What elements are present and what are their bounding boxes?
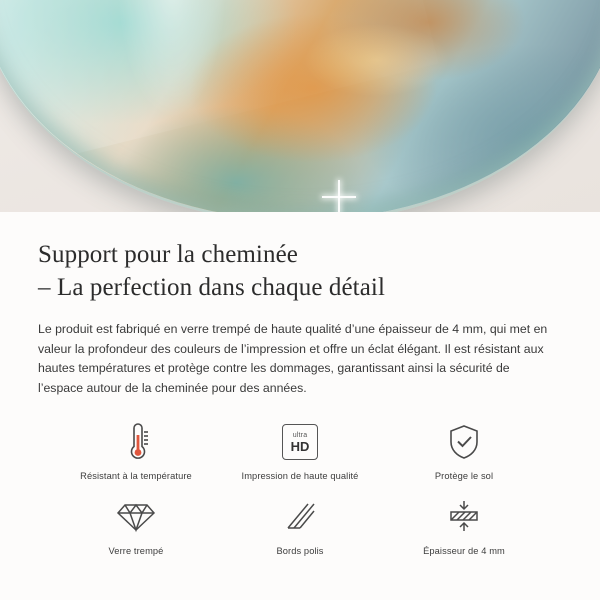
feature-item-polished-edges	[218, 495, 382, 556]
shield-check-icon	[446, 420, 482, 464]
feature-label: Verre trempé	[108, 546, 164, 556]
feature-item-print-quality	[218, 420, 382, 481]
polished-edges-icon	[281, 495, 319, 539]
feature-label: Résistant à la température	[80, 471, 192, 481]
page-title	[38, 238, 562, 304]
feature-item-temperature	[54, 420, 218, 481]
thermometer-icon	[119, 420, 153, 464]
ultra-hd-badge-top: ultra	[292, 431, 308, 439]
feature-label: Impression de haute qualité	[241, 471, 359, 481]
feature-item-thickness	[382, 495, 546, 556]
content-block	[0, 212, 600, 556]
headline-line-1: Support pour la cheminée	[38, 241, 298, 268]
feature-item-tempered-glass	[54, 495, 218, 556]
ultra-hd-badge-bottom: HD	[290, 438, 310, 454]
feature-label: Protège le sol	[434, 471, 494, 481]
diamond-icon	[116, 495, 156, 539]
ultra-hd-icon	[282, 420, 318, 464]
glass-plate-product-image	[0, 0, 600, 212]
thickness-arrows-icon	[443, 495, 485, 539]
feature-item-floor-protection	[382, 420, 546, 481]
plate-artwork	[0, 0, 600, 212]
feature-label: Bords polis	[276, 546, 324, 556]
hero-image	[0, 0, 600, 212]
feature-grid	[38, 420, 562, 556]
feature-label: Épaisseur de 4 mm	[423, 546, 505, 556]
headline-line-2: – La perfection dans chaque détail	[38, 274, 385, 301]
description-paragraph: Le produit est fabriqué en verre trempé de haute qualité d’une épaisseur de 4 mm, qui met en valeur la profondeur des couleurs de l’impression et offre un éclat élégant. Il est résistant aux hautes températures et protège contre les dommages, garantissant ainsi la sécurité de l’espace autour de la cheminée pour des années.	[38, 322, 548, 395]
